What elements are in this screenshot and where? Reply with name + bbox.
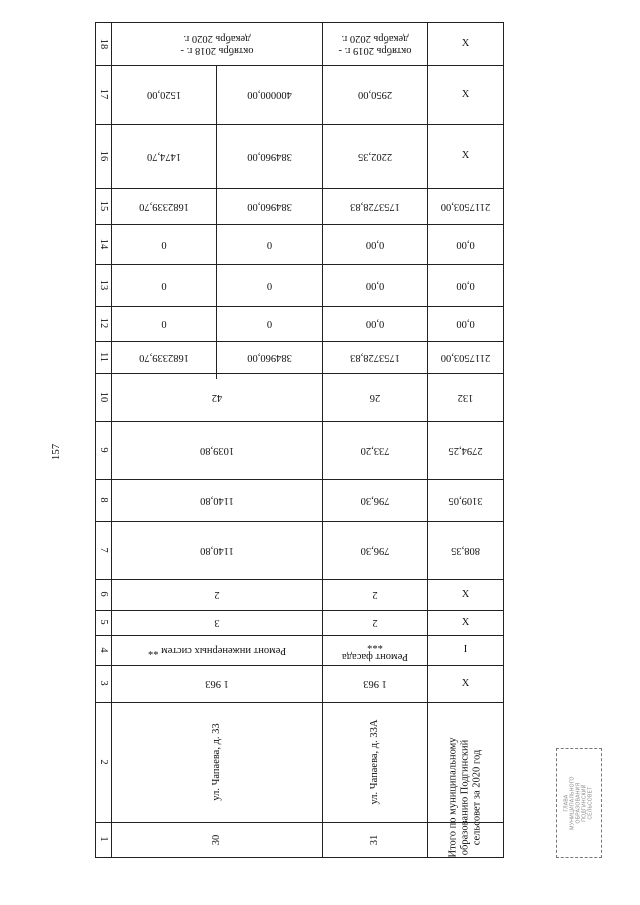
row31-c6: 2 (372, 589, 378, 601)
col-number: 4 (98, 647, 109, 653)
row-separator (96, 702, 503, 703)
row30-c4: Ремонт инженерных систем ** (147, 645, 287, 656)
row30-c14a: 0 (161, 239, 167, 250)
total-c17: Х (461, 88, 470, 100)
row30-c10: 42 (211, 392, 223, 403)
row30-c16a: 1474,70 (146, 151, 182, 162)
total-c3: Х (461, 677, 470, 689)
row30-c8: 1140,80 (200, 495, 234, 506)
total-c12: 0,00 (456, 318, 475, 330)
row30-c6: 2 (214, 589, 220, 601)
row30-c3: 1 963 (205, 678, 229, 690)
col-number: 11 (98, 351, 109, 363)
total-c8: 3109,05 (448, 495, 483, 506)
total-c11: 2117503,00 (440, 352, 491, 363)
row30-address: ул. Чапаева, д. 33 (211, 723, 222, 801)
row30-c15a: 1682339,70 (139, 201, 189, 212)
col-number: 13 (98, 279, 109, 291)
row31-c10: 26 (369, 392, 381, 403)
stamp-line: ГЛАВА МУНИЦИПАЛЬНОГО (564, 776, 577, 830)
row30-c13b: 0 (266, 280, 273, 291)
period-start: октябрь 2019 г. - (338, 45, 412, 56)
total-c16: Х (461, 150, 470, 161)
row31-c13: 0,00 (365, 280, 385, 291)
row30-c9: 1039,80 (199, 445, 235, 456)
total-label-line: образованию Подгинский (459, 739, 470, 856)
row30-c5: 3 (214, 617, 220, 629)
col-number: 18 (98, 38, 109, 50)
total-c7: 808,35 (451, 545, 480, 556)
row31-c4 (323, 635, 427, 665)
stamp-line: ПОДГИНСКИЙ СЕЛЬСОВЕТ (582, 784, 595, 822)
row30-c13a: 0 (161, 280, 167, 291)
total-label-line: Итого по муниципальному (447, 737, 458, 858)
repair-schedule-table (95, 22, 504, 858)
total-c6: Х (461, 588, 470, 600)
col-number: 1 (98, 836, 109, 842)
work-type: Ремонт фасада (342, 651, 409, 662)
row30-period (112, 23, 322, 65)
col-number: 2 (98, 759, 109, 765)
row31-address: ул. Чапаева, д. 33А (369, 719, 380, 805)
work-type-note: *** (367, 639, 383, 650)
total-c18: Х (461, 38, 470, 49)
total-label (428, 738, 503, 858)
row30-c16b: 384960,00 (247, 151, 292, 162)
total-c14: 0,00 (456, 239, 475, 250)
total-c5: Х (461, 616, 470, 628)
period-start: октябрь 2018 г. - (180, 45, 254, 56)
row30-c15b: 384960,00 (247, 201, 292, 212)
period-end: декабрь 2020 г. (341, 33, 409, 44)
col-number: 12 (98, 317, 109, 329)
row30-number: 30 (211, 834, 222, 846)
col-number: 5 (98, 619, 109, 625)
period-end: декабрь 2020 г. (183, 33, 251, 44)
col-number: 14 (98, 238, 109, 250)
total-c10: 132 (457, 392, 474, 403)
row30-c17a: 1520,00 (146, 89, 182, 101)
row30-c12b: 0 (266, 318, 273, 330)
col-number: 15 (98, 200, 109, 212)
row31-number: 31 (369, 834, 380, 846)
row31-c16: 2202,35 (357, 151, 393, 162)
total-c9: 2794,25 (448, 445, 483, 456)
col-number: 10 (98, 391, 109, 403)
row30-c17b: 400000,00 (247, 89, 292, 101)
row30-c14b: 0 (266, 239, 273, 250)
official-stamp (556, 748, 602, 858)
total-label-line: сельсовет за 2020 год (471, 749, 482, 846)
col-number: 7 (98, 547, 109, 553)
total-c15: 2117503,00 (440, 201, 491, 212)
col-number: 8 (98, 497, 109, 503)
row31-c3: 1 963 (363, 678, 387, 690)
row31-c11: 1753728,83 (350, 352, 400, 363)
page-number: 157 (50, 443, 62, 461)
stamp-line: ОБРАЗОВАНИЯ (576, 782, 583, 824)
row30-c11a: 1682339,70 (139, 352, 189, 363)
col-number: 9 (98, 447, 109, 453)
row30-c7: 1140,80 (200, 545, 234, 556)
col-number: 16 (98, 150, 109, 162)
row31-period (323, 23, 427, 65)
total-c4: I (463, 644, 468, 655)
row31-c15: 1753728,83 (350, 201, 400, 212)
row31-c8: 796,30 (360, 495, 390, 506)
row31-c12: 0,00 (365, 318, 385, 330)
col-number: 3 (98, 680, 109, 686)
row31-c7: 796,30 (360, 545, 390, 556)
row31-c14: 0,00 (365, 239, 385, 250)
row31-c9: 733,20 (360, 445, 390, 456)
row31-c5: 2 (372, 617, 378, 629)
row30-c11b: 384960,00 (247, 352, 292, 363)
total-c13: 0,00 (456, 280, 475, 291)
row31-c17: 2950,00 (357, 89, 393, 101)
col-number: 17 (98, 88, 109, 100)
row30-c12a: 0 (161, 318, 167, 330)
col-number: 6 (98, 591, 109, 597)
